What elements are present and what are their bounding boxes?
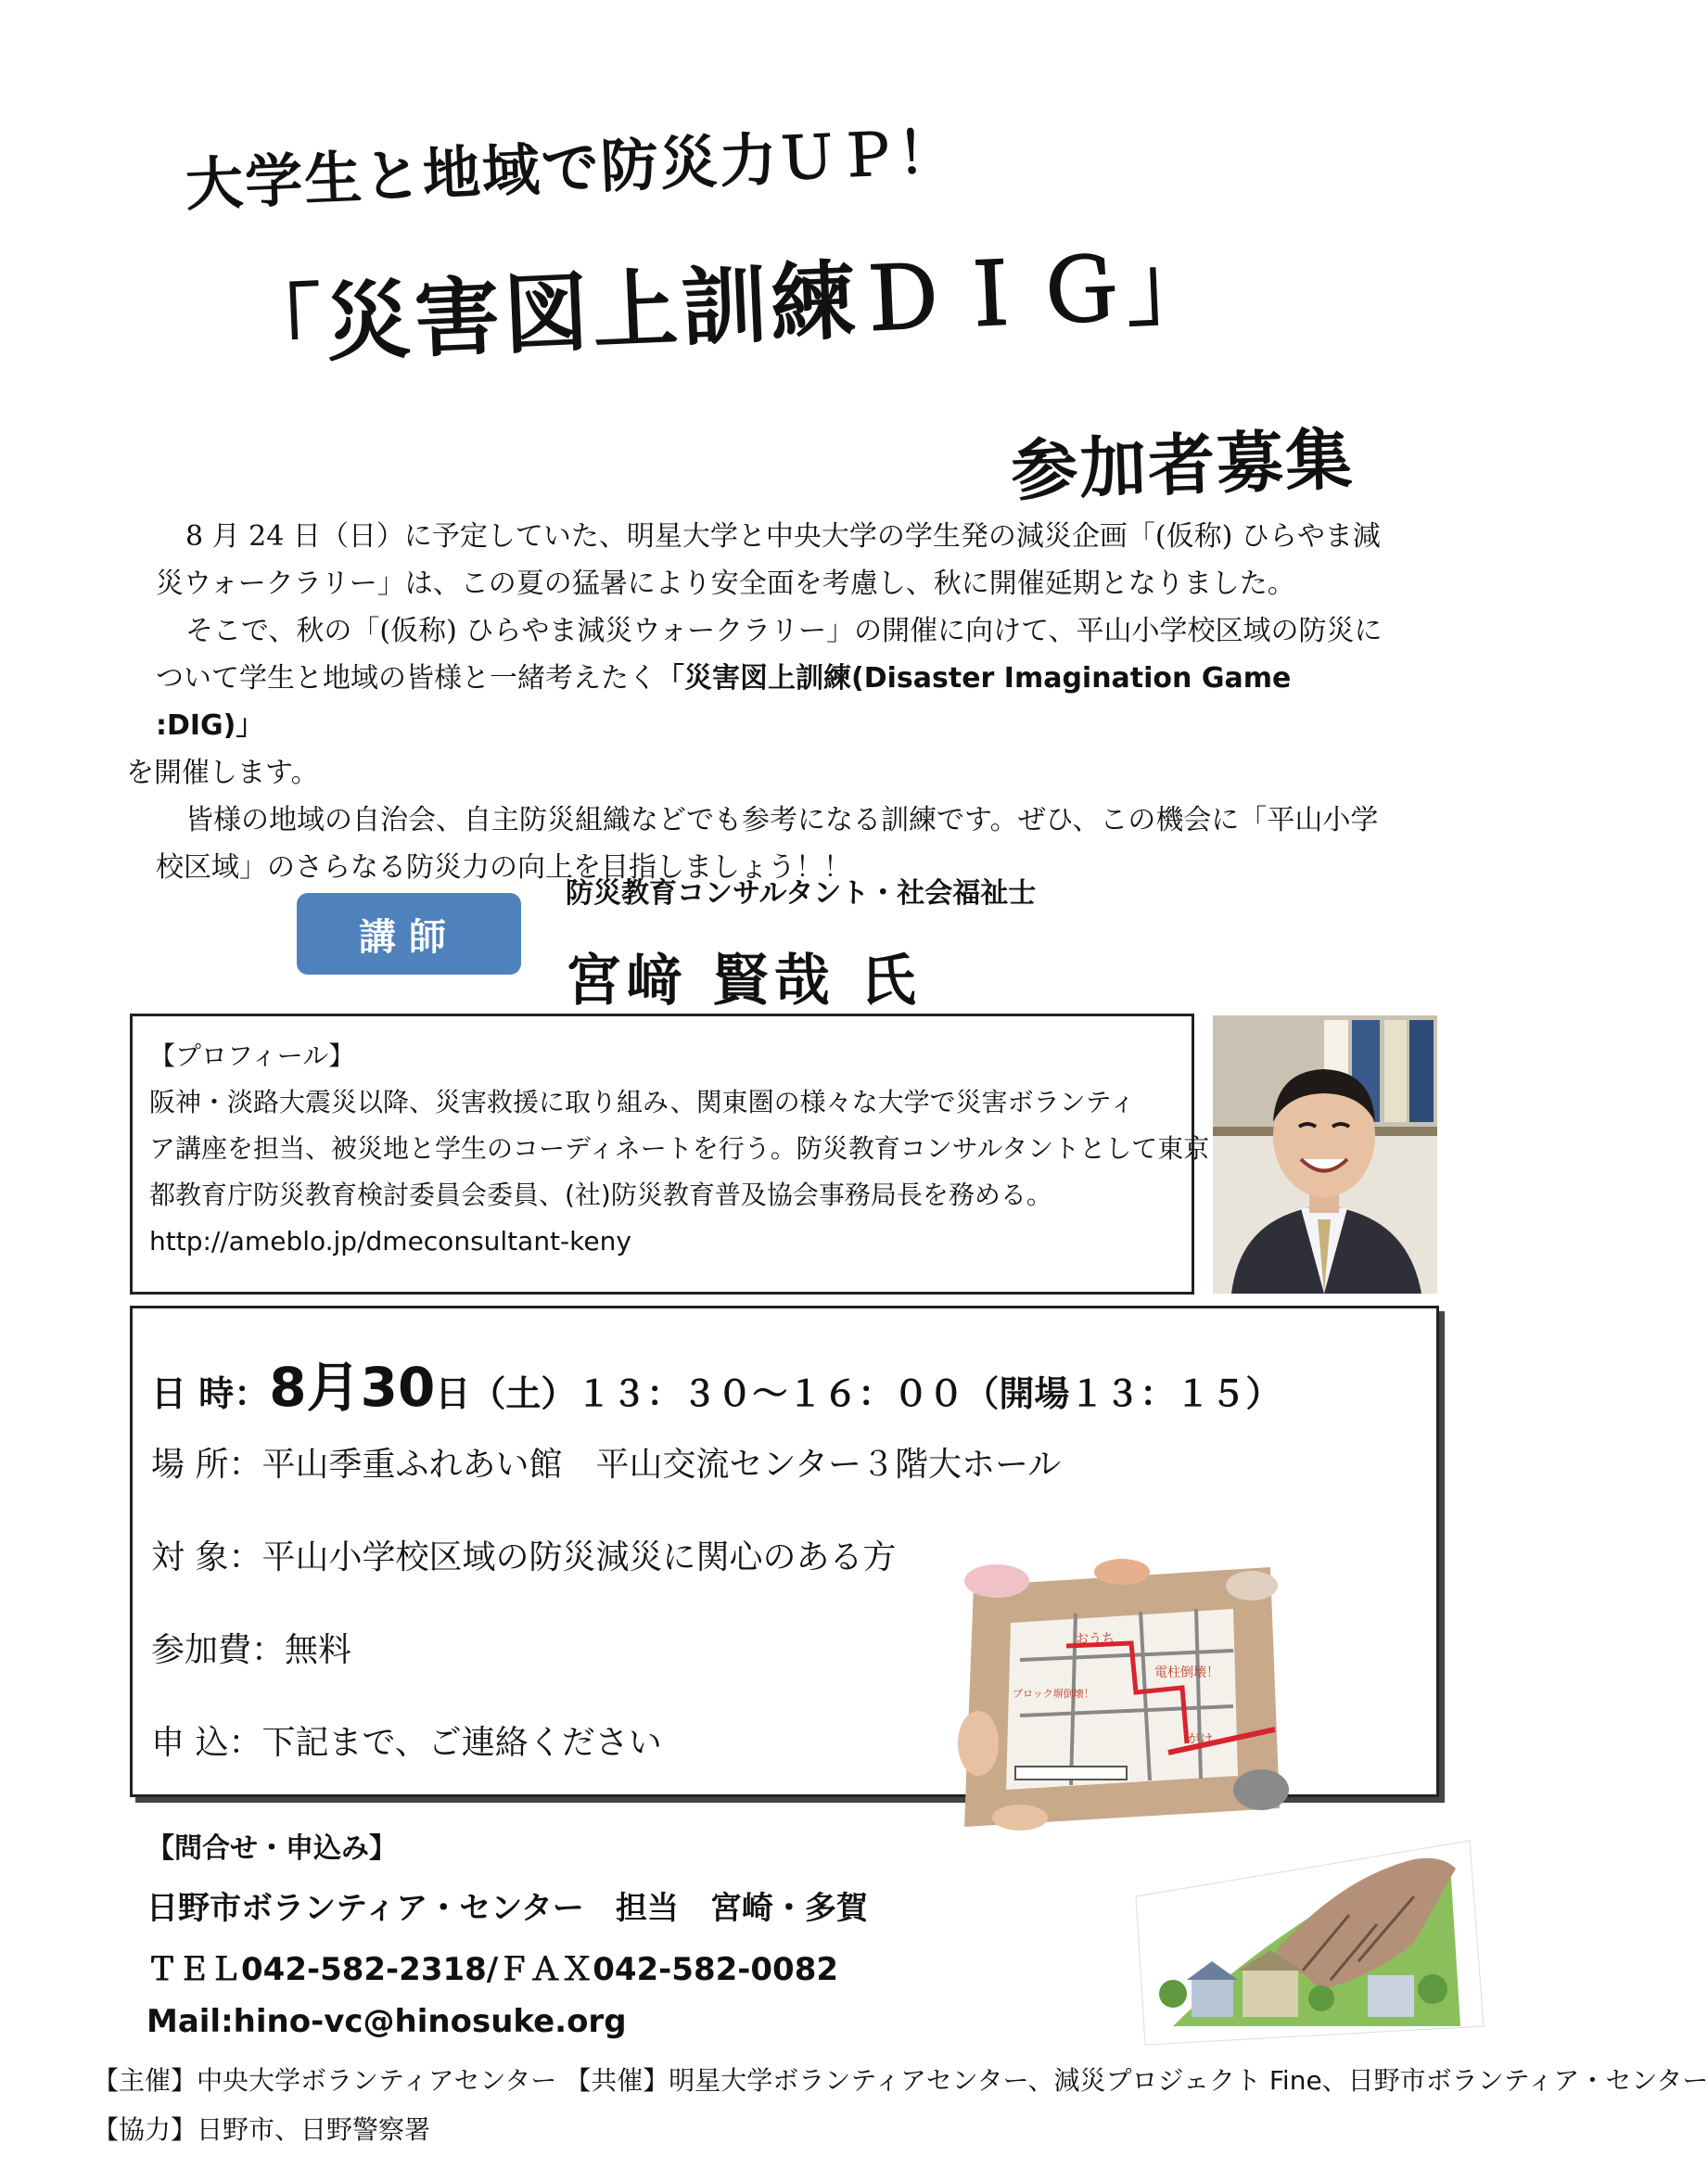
landslide-illustration <box>1136 1841 1484 2045</box>
intro-p2-b: 「災害図上訓練(Disaster Imagination Game :DIG)」 <box>156 662 1292 742</box>
profile-line: 阪神・淡路大震災以降、災害救援に取り組み、関東圏の様々な大学で災害ボランティ <box>149 1087 1136 1117</box>
intro-p3: 皆様の地域の自治会、自主防災組織などでも参考になる訓練です。ぜひ、この機会に「平山小学校区域」のさらなる防災力の向上を目指しましょう！！ <box>156 804 1379 884</box>
profile-line: 都教育庁防災教育検討委員会委員、(社)防災教育普及協会事務局長を務める。 <box>149 1180 1052 1210</box>
map-label-b: 電柱倒壊！ <box>1154 1665 1219 1680</box>
fee-value: 無料 <box>285 1631 352 1669</box>
event-fee <box>151 1624 351 1671</box>
intro-p1: 8 月 24 日（日）に予定していた、明星大学と中央大学の学生発の減災企画「(仮称) ひらやま減災ウォークラリー」は、この夏の猛暑により安全面を考慮し、秋に開催延期となりました。 <box>156 520 1381 600</box>
headline-3: 参加者募集 <box>1009 420 1356 510</box>
event-place <box>151 1438 1061 1486</box>
profile-line: ア講座を担当、被災地と学生のコーディネートを行う。防災教育コンサルタントとして東京 <box>149 1133 1210 1164</box>
event-target <box>151 1531 896 1578</box>
date-label: 日 時： <box>151 1373 270 1414</box>
contact-heading: 【問合せ・申込み】 <box>147 1832 397 1865</box>
headline-1: 大学生と地域で防災力ＵＰ！ <box>184 117 959 219</box>
lecturer-name: 宮﨑 賢哉 氏 <box>566 949 922 1014</box>
apply-value: 下記まで、ご連絡ください <box>261 1724 662 1762</box>
intro-p2 <box>126 607 1389 797</box>
map-label-c: ブロック塀倒壊！ <box>1013 1688 1094 1700</box>
fee-label: 参加費： <box>151 1631 286 1669</box>
apply-label: 申 込： <box>151 1724 262 1762</box>
headline-2: 「災害図上訓練ＤＩＧ」 <box>234 235 1217 377</box>
contact-tel: ＴＥＬ042-582-2318/ＦＡＸ042-582-0082 <box>147 1951 839 1988</box>
lecturer-badge: 講師 <box>297 893 521 975</box>
target-value: 平山小学校区域の防災減災に関心のある方 <box>261 1538 897 1576</box>
contact-mail[interactable]: Mail:hino-vc@hinosuke.org <box>147 2003 627 2040</box>
profile-url[interactable]: http://ameblo.jp/dmeconsultant-keny <box>149 1226 631 1257</box>
event-date <box>151 1344 1281 1422</box>
place-value: 平山季重ふれあい館 平山交流センター３階大ホール <box>261 1446 1062 1484</box>
intro-p2-c: を開催します。 <box>126 757 319 789</box>
map-exercise-illustration <box>955 1558 1289 1836</box>
map-label-a: おうち <box>1076 1632 1115 1647</box>
lecturer-title: 防災教育コンサルタント・社会福祉士 <box>566 877 1037 910</box>
place-label: 場 所： <box>151 1446 262 1484</box>
intro-text <box>126 513 1389 891</box>
map-label-d: がけ <box>1187 1732 1213 1747</box>
profile-box <box>130 1014 1210 1295</box>
intro-p2-a: そこで、秋の「(仮称) ひらやま減災ウォークラリー」の開催に向けて、平山小学校区域の防災について学生と地域の皆様と一緒考えたく <box>156 615 1383 695</box>
date-rest: 日（土）１３：３０～１６：００（開場１３：１５） <box>435 1373 1281 1414</box>
footer-organizers: 【主催】中央大学ボランティアセンター 【共催】明星大学ボランティアセンター、減災プロジェクト Fine、日野市ボランティア・センター <box>93 2065 1708 2096</box>
target-label: 対 象： <box>151 1538 262 1576</box>
event-apply <box>151 1716 662 1764</box>
contact-org: 日野市ボランティア・センター 担当 宮崎・多賀 <box>147 1890 868 1927</box>
profile-heading: 【プロフィール】 <box>149 1040 355 1071</box>
lecturer-photo <box>1213 1015 1437 1294</box>
date-big: 8月30 <box>269 1356 436 1419</box>
footer-cooperation: 【協力】日野市、日野警察署 <box>93 2114 431 2145</box>
